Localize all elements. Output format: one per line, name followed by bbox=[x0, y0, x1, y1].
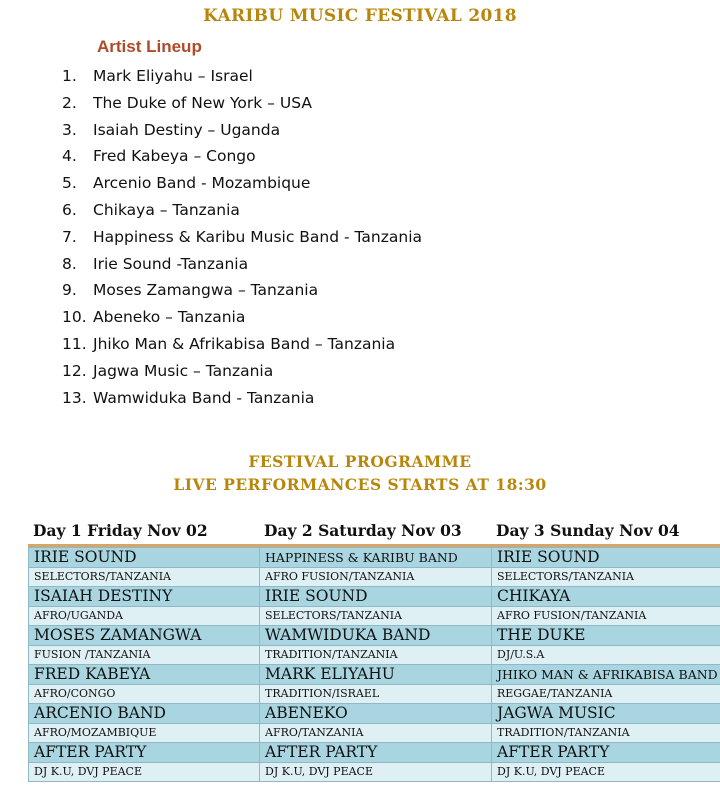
genre-cell: TRADITION/TANZANIA bbox=[492, 724, 720, 743]
list-item bbox=[62, 90, 422, 117]
list-item bbox=[62, 117, 422, 144]
list-item bbox=[62, 331, 422, 358]
table-row bbox=[29, 548, 720, 568]
genre-cell: DJ K.U, DVJ PEACE bbox=[29, 763, 260, 782]
act-cell: AFTER PARTY bbox=[260, 743, 492, 763]
list-item bbox=[62, 304, 422, 331]
day-3-header: Day 3 Sunday Nov 04 bbox=[496, 520, 680, 540]
programme-table bbox=[28, 516, 720, 782]
list-item bbox=[62, 224, 422, 251]
list-item bbox=[62, 143, 422, 170]
genre-cell: DJ/U.S.A bbox=[492, 646, 720, 665]
table-row bbox=[29, 665, 720, 685]
act-cell: MOSES ZAMANGWA bbox=[29, 626, 260, 646]
act-cell: THE DUKE bbox=[492, 626, 720, 646]
artist-entry: Abeneko – Tanzania bbox=[93, 308, 246, 327]
list-item bbox=[62, 358, 422, 385]
list-number: 6. bbox=[62, 200, 77, 219]
list-number: 2. bbox=[62, 93, 77, 112]
genre-cell: FUSION /TANZANIA bbox=[29, 646, 260, 665]
list-number: 9. bbox=[62, 281, 77, 300]
genre-cell: AFRO FUSION/TANZANIA bbox=[492, 607, 720, 626]
list-number: 13. bbox=[62, 388, 87, 407]
table-row bbox=[29, 685, 720, 704]
table-row bbox=[29, 568, 720, 587]
programme-subtitle: LIVE PERFORMANCES STARTS AT 18:30 bbox=[173, 475, 547, 494]
act-cell: AFTER PARTY bbox=[29, 743, 260, 763]
act-cell: ISAIAH DESTINY bbox=[29, 587, 260, 607]
genre-cell: SELECTORS/TANZANIA bbox=[492, 568, 720, 587]
table-row bbox=[29, 704, 720, 724]
act-cell: AFTER PARTY bbox=[492, 743, 720, 763]
table-row bbox=[29, 646, 720, 665]
list-item bbox=[62, 197, 422, 224]
genre-cell: AFRO/MOZAMBIQUE bbox=[29, 724, 260, 743]
list-number: 4. bbox=[62, 147, 77, 166]
act-cell: ABENEKO bbox=[260, 704, 492, 724]
day-1-header: Day 1 Friday Nov 02 bbox=[33, 520, 208, 540]
list-number: 12. bbox=[62, 361, 87, 380]
act-cell: HAPPINESS & KARIBU BAND bbox=[260, 548, 492, 568]
genre-cell: AFRO/TANZANIA bbox=[260, 724, 492, 743]
day-2-header: Day 2 Saturday Nov 03 bbox=[264, 520, 462, 540]
genre-cell: AFRO/CONGO bbox=[29, 685, 260, 704]
genre-cell: DJ K.U, DVJ PEACE bbox=[492, 763, 720, 782]
artist-entry: Arcenio Band - Mozambique bbox=[93, 174, 311, 193]
list-number: 1. bbox=[62, 67, 77, 85]
schedule-grid bbox=[28, 547, 720, 782]
day-header-row bbox=[28, 516, 720, 547]
artist-entry: Happiness & Karibu Music Band - Tanzania bbox=[93, 227, 423, 246]
artist-entry: Wamwiduka Band - Tanzania bbox=[93, 388, 315, 407]
table-row bbox=[29, 626, 720, 646]
genre-cell: TRADITION/ISRAEL bbox=[260, 685, 492, 704]
act-cell: IRIE SOUND bbox=[260, 587, 492, 607]
genre-cell: SELECTORS/TANZANIA bbox=[29, 568, 260, 587]
genre-cell: AFRO FUSION/TANZANIA bbox=[260, 568, 492, 587]
artist-lineup-list bbox=[62, 63, 422, 411]
artist-entry: Irie Sound -Tanzania bbox=[93, 254, 249, 273]
list-number: 10. bbox=[62, 308, 87, 327]
table-row bbox=[29, 607, 720, 626]
list-item bbox=[62, 277, 422, 304]
artist-entry: Fred Kabeya – Congo bbox=[93, 147, 256, 166]
list-item bbox=[62, 63, 422, 90]
artist-entry: The Duke of New York – USA bbox=[93, 93, 312, 112]
list-number: 3. bbox=[62, 120, 77, 139]
artist-entry: Chikaya – Tanzania bbox=[93, 200, 240, 219]
lineup-heading: Artist Lineup bbox=[97, 37, 202, 56]
act-cell: ARCENIO BAND bbox=[29, 704, 260, 724]
genre-cell: TRADITION/TANZANIA bbox=[260, 646, 492, 665]
act-cell: MARK ELIYAHU bbox=[260, 665, 492, 685]
table-row bbox=[29, 724, 720, 743]
genre-cell: REGGAE/TANZANIA bbox=[492, 685, 720, 704]
festival-title: KARIBU MUSIC FESTIVAL 2018 bbox=[203, 6, 517, 26]
act-cell: IRIE SOUND bbox=[29, 548, 260, 568]
genre-cell: DJ K.U, DVJ PEACE bbox=[260, 763, 492, 782]
artist-entry: Jagwa Music – Tanzania bbox=[93, 361, 274, 380]
act-cell: WAMWIDUKA BAND bbox=[260, 626, 492, 646]
genre-cell: SELECTORS/TANZANIA bbox=[260, 607, 492, 626]
programme-title: FESTIVAL PROGRAMME bbox=[248, 452, 472, 471]
genre-cell: AFRO/UGANDA bbox=[29, 607, 260, 626]
act-cell: JHIKO MAN & AFRIKABISA BAND bbox=[492, 665, 720, 685]
table-row bbox=[29, 587, 720, 607]
table-row bbox=[29, 743, 720, 763]
list-number: 5. bbox=[62, 174, 77, 193]
artist-entry: Moses Zamangwa – Tanzania bbox=[93, 281, 319, 300]
artist-entry: Jhiko Man & Afrikabisa Band – Tanzania bbox=[93, 334, 396, 353]
list-number: 8. bbox=[62, 254, 77, 273]
table-row bbox=[29, 763, 720, 782]
artist-entry: Mark Eliyahu – Israel bbox=[93, 67, 253, 85]
list-item bbox=[62, 251, 422, 278]
act-cell: IRIE SOUND bbox=[492, 548, 720, 568]
artist-entry: Isaiah Destiny – Uganda bbox=[93, 120, 281, 139]
list-item bbox=[62, 170, 422, 197]
list-item bbox=[62, 385, 422, 412]
list-number: 7. bbox=[62, 227, 77, 246]
list-number: 11. bbox=[62, 334, 87, 353]
act-cell: FRED KABEYA bbox=[29, 665, 260, 685]
act-cell: CHIKAYA bbox=[492, 587, 720, 607]
act-cell: JAGWA MUSIC bbox=[492, 704, 720, 724]
